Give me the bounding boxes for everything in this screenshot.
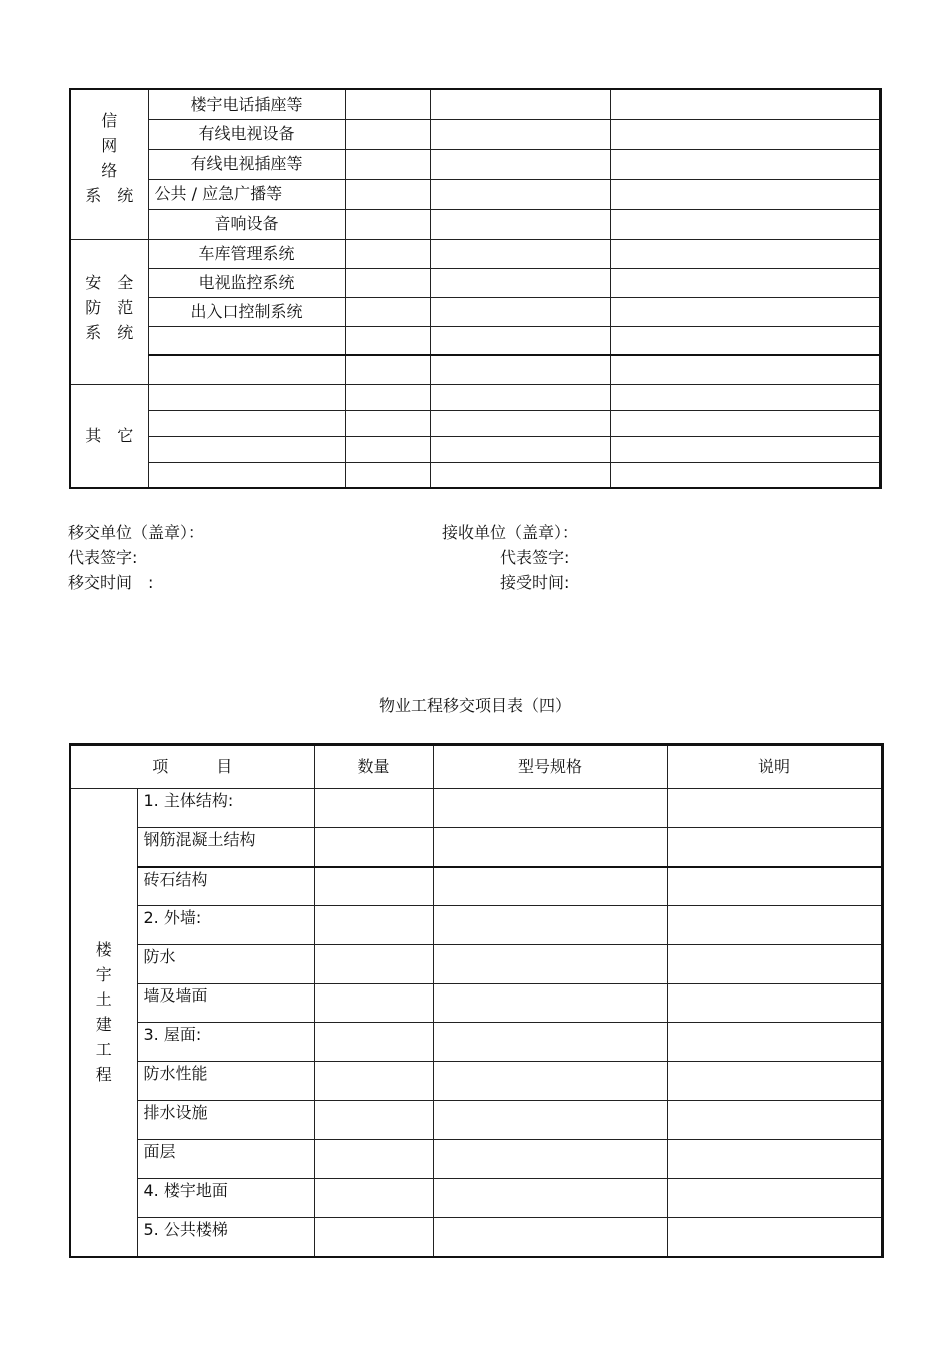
quantity-cell[interactable] — [345, 462, 430, 488]
item-cell: 排水设施 — [137, 1101, 314, 1140]
item-cell: 有线电视设备 — [148, 119, 345, 149]
notes-cell[interactable] — [610, 179, 880, 209]
model-cell[interactable] — [433, 1023, 667, 1062]
table-row — [70, 89, 880, 119]
notes-cell[interactable] — [667, 1062, 882, 1101]
model-cell[interactable] — [430, 179, 610, 209]
category-security: 安 全 防 范 系 统 — [70, 239, 148, 384]
model-cell[interactable] — [433, 828, 667, 867]
item-cell: 4. 楼宇地面 — [137, 1179, 314, 1218]
table-row — [70, 945, 882, 984]
handover-unit-label: 移交单位（盖章）： — [68, 523, 205, 542]
table-row — [70, 209, 880, 239]
receiving-time-label: 接受时间: — [500, 573, 570, 592]
item-cell: 有线电视插座等 — [148, 149, 345, 179]
item-cell: 车库管理系统 — [148, 239, 345, 268]
model-cell[interactable] — [430, 239, 610, 268]
table-row — [70, 1218, 882, 1257]
quantity-cell[interactable] — [314, 945, 433, 984]
table-row — [70, 1062, 882, 1101]
category-other: 其 它 — [70, 384, 148, 488]
notes-cell[interactable] — [667, 984, 882, 1023]
table-title: 物业工程移交项目表（四） — [378, 696, 571, 715]
quantity-cell[interactable] — [314, 984, 433, 1023]
quantity-cell[interactable] — [345, 89, 430, 119]
quantity-cell[interactable] — [314, 1140, 433, 1179]
quantity-cell[interactable] — [314, 789, 433, 828]
item-cell: 防水性能 — [137, 1062, 314, 1101]
model-cell[interactable] — [430, 436, 610, 462]
item-cell: 砖石结构 — [137, 867, 314, 906]
table-row — [70, 789, 882, 828]
item-cell: 出入口控制系统 — [148, 297, 345, 326]
item-cell: 电视监控系统 — [148, 268, 345, 297]
model-cell[interactable] — [430, 89, 610, 119]
quantity-cell[interactable] — [345, 209, 430, 239]
table-row — [70, 355, 880, 384]
quantity-cell[interactable] — [314, 1062, 433, 1101]
item-cell: 2. 外墙: — [137, 906, 314, 945]
header-model: 型号规格 — [433, 745, 667, 789]
item-cell: 楼宇电话插座等 — [148, 89, 345, 119]
handover-time-label: 移交时间 : — [68, 573, 154, 592]
quantity-cell[interactable] — [345, 297, 430, 326]
table-row — [70, 436, 880, 462]
handover-table-continued — [69, 88, 882, 489]
table-row — [70, 1101, 882, 1140]
item-cell: 面层 — [137, 1140, 314, 1179]
model-cell[interactable] — [430, 297, 610, 326]
model-cell[interactable] — [430, 119, 610, 149]
table-row — [70, 119, 880, 149]
model-cell[interactable] — [430, 384, 610, 410]
quantity-cell[interactable] — [314, 1179, 433, 1218]
model-cell[interactable] — [430, 268, 610, 297]
quantity-cell[interactable] — [345, 119, 430, 149]
notes-cell[interactable] — [667, 945, 882, 984]
quantity-cell[interactable] — [345, 384, 430, 410]
table-row — [70, 410, 880, 436]
quantity-cell[interactable] — [345, 268, 430, 297]
table-row — [70, 828, 882, 867]
table-row — [70, 1179, 882, 1218]
model-cell[interactable] — [430, 462, 610, 488]
model-cell[interactable] — [433, 945, 667, 984]
model-cell[interactable] — [433, 1101, 667, 1140]
table-row — [70, 326, 880, 355]
notes-cell[interactable] — [610, 149, 880, 179]
model-cell[interactable] — [433, 1179, 667, 1218]
quantity-cell[interactable] — [345, 326, 430, 355]
model-cell[interactable] — [433, 1218, 667, 1257]
item-cell: 3. 屋面: — [137, 1023, 314, 1062]
notes-cell[interactable] — [610, 410, 880, 436]
model-cell[interactable] — [430, 326, 610, 355]
notes-cell[interactable] — [667, 1218, 882, 1257]
header-item: 项 目 — [70, 745, 314, 789]
notes-cell[interactable] — [610, 326, 880, 355]
handover-table-four — [69, 743, 884, 1258]
quantity-cell[interactable] — [345, 239, 430, 268]
notes-cell[interactable] — [667, 867, 882, 906]
notes-cell[interactable] — [610, 436, 880, 462]
quantity-cell[interactable] — [314, 1101, 433, 1140]
table-row — [70, 239, 880, 268]
receiving-unit-label: 接收单位（盖章）： — [442, 523, 579, 542]
model-cell[interactable] — [430, 355, 610, 384]
table-row — [70, 384, 880, 410]
item-cell: 防水 — [137, 945, 314, 984]
quantity-cell[interactable] — [345, 149, 430, 179]
table-row — [70, 1023, 882, 1062]
category-communication-network: 信 网 络 系 统 — [70, 89, 148, 239]
model-cell[interactable] — [433, 1140, 667, 1179]
quantity-cell[interactable] — [345, 410, 430, 436]
notes-cell[interactable] — [667, 1023, 882, 1062]
notes-cell[interactable] — [667, 1140, 882, 1179]
notes-cell[interactable] — [610, 384, 880, 410]
item-cell: 钢筋混凝土结构 — [137, 828, 314, 867]
header-quantity: 数量 — [314, 745, 433, 789]
notes-cell[interactable] — [610, 462, 880, 488]
model-cell[interactable] — [430, 410, 610, 436]
model-cell[interactable] — [433, 1062, 667, 1101]
header-row — [70, 745, 882, 789]
receiving-rep-label: 代表签字: — [500, 548, 570, 567]
table-row — [70, 179, 880, 209]
quantity-cell[interactable] — [314, 828, 433, 867]
table-row — [70, 906, 882, 945]
quantity-cell[interactable] — [314, 1218, 433, 1257]
notes-cell[interactable] — [610, 239, 880, 268]
table-row — [70, 149, 880, 179]
quantity-cell[interactable] — [345, 179, 430, 209]
notes-cell[interactable] — [610, 355, 880, 384]
notes-cell[interactable] — [610, 89, 880, 119]
model-cell[interactable] — [433, 867, 667, 906]
model-cell[interactable] — [433, 789, 667, 828]
item-cell: 公共 / 应急广播等 — [148, 179, 345, 209]
model-cell[interactable] — [433, 906, 667, 945]
handover-rep-label: 代表签字: — [68, 548, 138, 567]
model-cell[interactable] — [430, 149, 610, 179]
notes-cell[interactable] — [610, 119, 880, 149]
item-cell — [148, 326, 345, 355]
item-cell — [148, 462, 345, 488]
header-notes: 说明 — [667, 745, 882, 789]
notes-cell[interactable] — [610, 297, 880, 326]
item-cell: 1. 主体结构: — [137, 789, 314, 828]
table-row — [70, 268, 880, 297]
item-cell — [148, 410, 345, 436]
notes-cell[interactable] — [667, 906, 882, 945]
quantity-cell[interactable] — [314, 906, 433, 945]
table-row — [70, 867, 882, 906]
notes-cell[interactable] — [667, 789, 882, 828]
model-cell[interactable] — [433, 984, 667, 1023]
table-row — [70, 462, 880, 488]
item-cell — [148, 384, 345, 410]
notes-cell[interactable] — [667, 1101, 882, 1140]
item-cell: 5. 公共楼梯 — [137, 1218, 314, 1257]
quantity-cell[interactable] — [314, 1023, 433, 1062]
quantity-cell[interactable] — [314, 867, 433, 906]
category-building-civil: 楼 宇 土 建 工 程 — [70, 789, 137, 1257]
quantity-cell[interactable] — [345, 355, 430, 384]
notes-cell[interactable] — [667, 828, 882, 867]
item-cell — [148, 436, 345, 462]
table-row — [70, 984, 882, 1023]
model-cell[interactable] — [430, 209, 610, 239]
quantity-cell[interactable] — [345, 436, 430, 462]
item-cell — [148, 355, 345, 384]
table-row — [70, 1140, 882, 1179]
item-cell: 墙及墙面 — [137, 984, 314, 1023]
notes-cell[interactable] — [610, 209, 880, 239]
notes-cell[interactable] — [667, 1179, 882, 1218]
table-row — [70, 297, 880, 326]
notes-cell[interactable] — [610, 268, 880, 297]
item-cell: 音响设备 — [148, 209, 345, 239]
